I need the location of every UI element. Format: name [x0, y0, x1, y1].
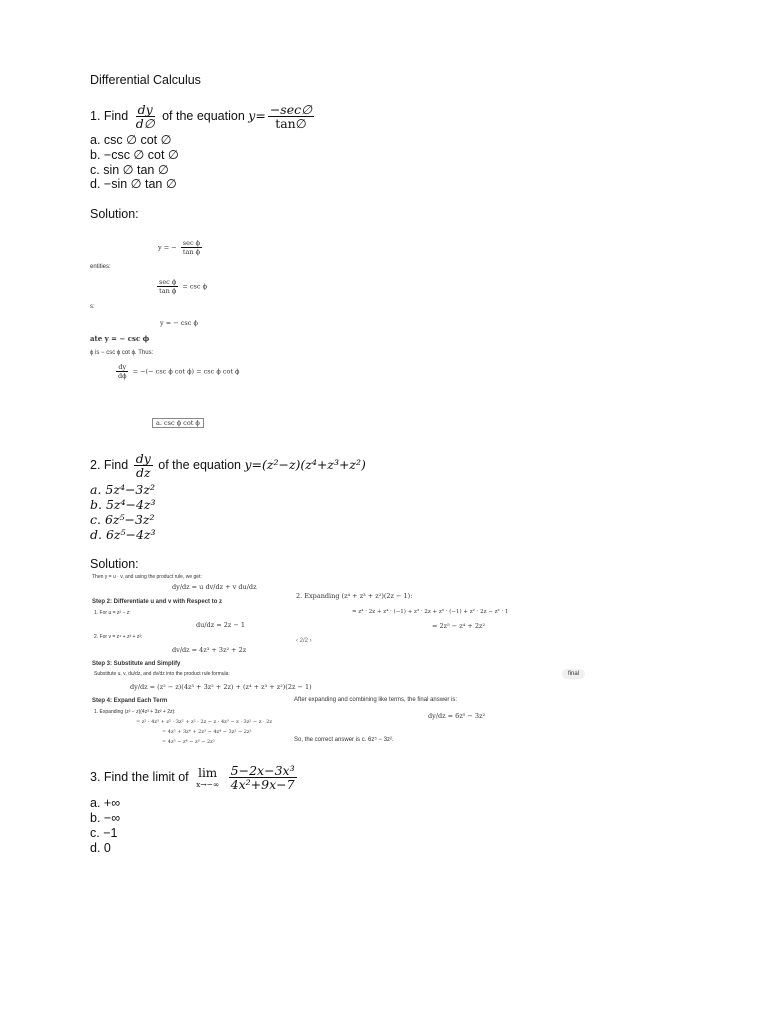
sol2-step3: Step 3: Substitute and Simplify	[92, 661, 181, 667]
sol2-step4: Step 4: Expand Each Term	[92, 698, 168, 704]
sol2-expand1a: = z² · 4z³ + z² · 3z² + z² · 2z − z · 4z³ − z · 3z² − z · 2z	[136, 719, 272, 725]
sol2-subst: Substitute u, v, du/dz, and dv/dz into the product rule formula:	[94, 671, 230, 677]
sol2-expand1b: = 4z⁵ + 3z⁴ + 2z³ − 4z⁴ − 3z³ − 2z²	[162, 729, 252, 735]
sol1-line4-frac	[116, 363, 129, 380]
sol2-expand1: 1. Expanding (z² − z)(4z³ + 3z² + 2z):	[94, 709, 176, 715]
q2-frac-num: dy	[135, 451, 151, 466]
q2-equation: y=(z²−z)(z⁴+z³+z²)	[244, 456, 366, 472]
sol1-line2-frac	[157, 278, 178, 295]
q1-frac-den: d∅	[135, 116, 155, 131]
sol1-line2-num: sec ϕ	[159, 278, 177, 286]
sol2-after: After expanding and combining like terms, the final answer is:	[294, 697, 458, 703]
sol1-answer-box: a. csc ϕ cot ϕ	[152, 418, 204, 428]
sol1-line4	[114, 363, 239, 380]
q1-eq-lhs: y=	[248, 107, 266, 123]
q3-num: 5−2x−3x³	[230, 763, 295, 778]
q1-eq-den: tan∅	[275, 116, 307, 131]
document-title: Differential Calculus	[90, 73, 201, 87]
sol2-subst-eq: dy/dz = (z² − z)(4z³ + 3z² + 2z) + (z⁴ + z³ + z²)(2z − 1)	[130, 683, 312, 691]
q2-option-d: d. 6z⁵−4z³	[90, 527, 156, 542]
q3-option-d: d. 0	[90, 841, 111, 855]
q1-eq-frac	[268, 103, 314, 130]
sol2-final-eq: dy/dz = 6z⁵ − 3z²	[428, 712, 486, 720]
sol2-step2: Step 2: Differentiate u and v with Respect to z	[92, 599, 223, 605]
sol2-correct: So, the correct answer is c. 6z⁵ − 3z².	[294, 737, 394, 743]
sol1-ate-line: ate y = − csc ϕ	[90, 334, 150, 343]
sol2-expand2: 2. Expanding (z⁴ + z³ + z²)(2z − 1):	[296, 592, 413, 600]
sol1-line1-lhs: y = −	[158, 243, 177, 252]
q1-option-c: c. sin ∅ tan ∅	[90, 163, 169, 177]
q2-prefix: 2. Find	[90, 457, 129, 472]
sol1-line1-frac	[181, 239, 202, 256]
q3-lim: lim	[198, 765, 218, 780]
q1-option-a: a. csc ∅ cot ∅	[90, 133, 172, 147]
sol2-du: du/dz = 2z − 1	[196, 621, 245, 629]
solution-1-image	[90, 225, 260, 433]
q1-option-b: b. −csc ∅ cot ∅	[90, 148, 179, 162]
q1-eq-num: −sec∅	[269, 102, 313, 117]
sol2-then: Then y = u · v, and using the product rule, we get:	[92, 574, 202, 580]
sol2-prod-rule: dy/dz = u dv/dz + v du/dz	[172, 583, 257, 591]
sol1-line4-num: dy	[118, 363, 127, 371]
q2-derivative	[134, 452, 153, 479]
sol1-line1-den: tan ϕ	[182, 248, 201, 256]
question-1	[90, 103, 316, 130]
sol1-identities: entities:	[90, 264, 111, 270]
q2-frac-den: dz	[135, 465, 151, 480]
q3-option-b: b. −∞	[90, 811, 121, 825]
question-3	[90, 764, 299, 791]
sol2-dv: dv/dz = 4z³ + 3z² + 2z	[172, 646, 247, 654]
q2-option-c: c. 6z⁵−3z²	[90, 512, 155, 527]
sol2-u-def: 1. For u = z² − z:	[94, 610, 131, 616]
sol2-v-def: 2. For v = z⁴ + z³ + z²:	[94, 634, 143, 640]
sol2-expand2b: = 2z⁵ − z⁴ + 2z²	[432, 622, 486, 630]
q1-prefix: 1. Find	[90, 108, 129, 123]
sol1-line4-rhs: = −(− csc ϕ cot ϕ) = csc ϕ cot ϕ	[132, 367, 240, 376]
q3-fraction	[229, 764, 297, 791]
sol1-line2-rhs: = csc ϕ	[182, 282, 208, 291]
q3-lim-sub: x→−∞	[196, 779, 220, 789]
sol1-is-line: ϕ is − csc ϕ cot ϕ. Thus:	[90, 350, 154, 356]
q2-option-a: a. 5z⁴−3z²	[90, 482, 155, 497]
solution-1-label: Solution:	[90, 207, 139, 221]
q3-limit	[196, 767, 219, 789]
q2-option-b: b. 5z⁴−4z³	[90, 497, 156, 512]
sol1-line4-den: dϕ	[118, 372, 127, 380]
sol1-line1	[158, 239, 204, 256]
sol2-toolbar[interactable]: ‹ 2/2 ›	[296, 638, 312, 644]
q1-middle: of the equation	[162, 108, 245, 123]
sol1-s-label: s:	[90, 304, 95, 310]
sol1-line2	[155, 278, 207, 295]
sol2-expand1c: = 4z⁵ − z⁴ − z³ − 2z²	[162, 739, 215, 745]
q1-option-d: d. −sin ∅ tan ∅	[90, 177, 177, 191]
question-2	[90, 452, 366, 479]
q3-prefix: 3. Find the limit of	[90, 769, 189, 784]
q1-derivative	[134, 103, 157, 130]
q2-middle: of the equation	[158, 457, 241, 472]
q3-option-a: a. +∞	[90, 796, 121, 810]
q1-frac-num: dy	[137, 102, 153, 117]
q3-den: 4x²+9x−7	[230, 777, 295, 792]
solution-2-label: Solution:	[90, 557, 139, 571]
sol1-line1-num: sec ϕ	[182, 239, 201, 247]
sol2-expand2a: = z⁴ · 2z + z⁴ · (−1) + z³ · 2z + z³ · (−1) + z² · 2z − z² · 1	[352, 609, 509, 615]
sol2-final-tag[interactable]: final	[562, 669, 585, 679]
solution-2-image	[90, 572, 590, 752]
sol1-line3: y = − csc ϕ	[160, 319, 198, 327]
q3-option-c: c. −1	[90, 826, 118, 840]
sol1-line2-den: tan ϕ	[159, 287, 177, 295]
